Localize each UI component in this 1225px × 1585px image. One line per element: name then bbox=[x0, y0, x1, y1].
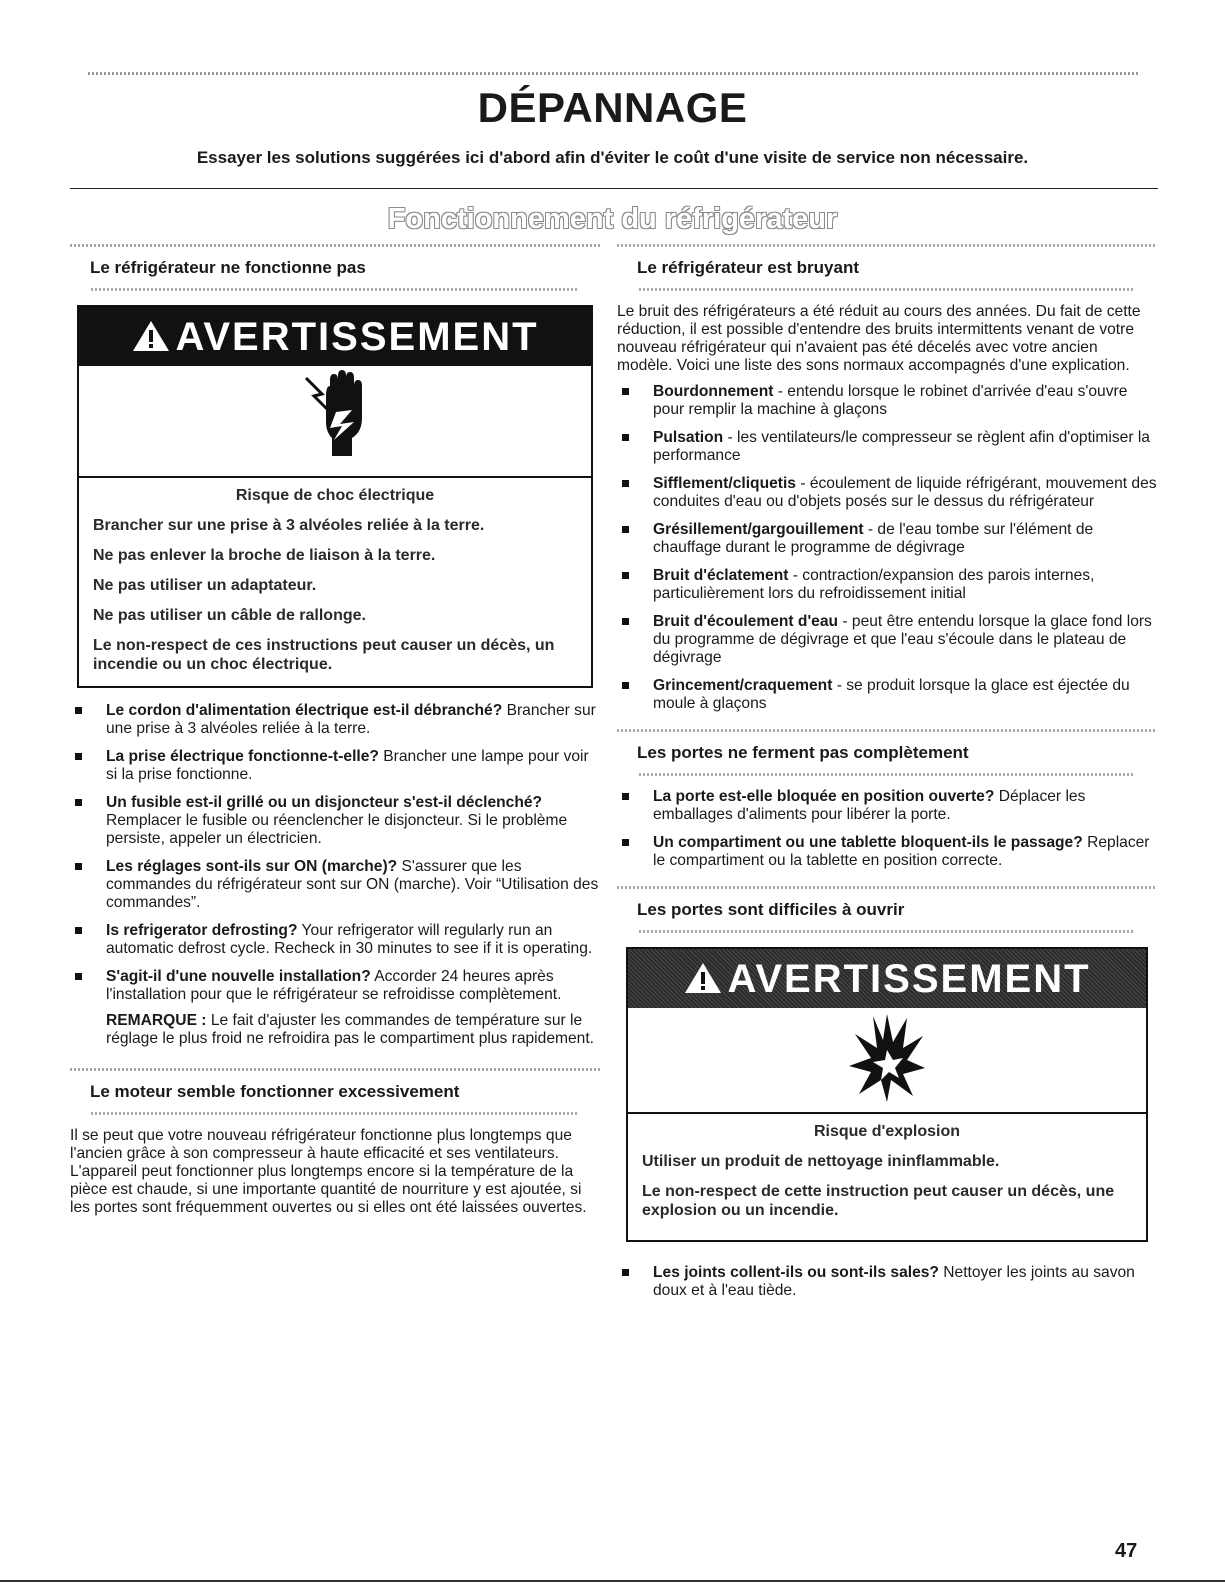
list-item: Sifflement/cliquetis - écoulement de liquide réfrigérant, mouvement des conduites d'eau ou d'objets posés sur le dessus du réfrigérateur bbox=[617, 475, 1157, 511]
list-item: Bourdonnement - entendu lorsque le robinet d'arrivée d'eau s'ouvre pour remplir la machine à glaçons bbox=[617, 383, 1157, 419]
right-column bbox=[617, 244, 1157, 1310]
heading-noisy: Le réfrigérateur est bruyant bbox=[637, 258, 860, 277]
list-item: S'agit-il d'une nouvelle installation? Accorder 24 heures après l'installation pour que le réfrigérateur se refroidisse complètement. bbox=[70, 968, 600, 1004]
warning-line: Ne pas enlever la broche de liaison à la terre. bbox=[93, 547, 436, 564]
page-title: DÉPANNAGE bbox=[477, 84, 748, 131]
list-item: Les réglages sont-ils sur ON (marche)? S'assurer que les commandes du réfrigérateur sont sur ON (marche). Voir “Utilisation des commandes”. bbox=[70, 858, 600, 912]
page-subtitle: Essayer les solutions suggérées ici d'abord afin d'éviter le coût d'une visite de service non nécessaire. bbox=[196, 148, 1029, 167]
warning-triangle-icon bbox=[683, 961, 723, 995]
list-item: La porte est-elle bloquée en position ouverte? Déplacer les emballages d'aliments pour libérer la porte. bbox=[617, 788, 1157, 824]
heading-doors-close: Les portes ne ferment pas complètement bbox=[637, 743, 969, 762]
not-working-list bbox=[70, 702, 600, 1004]
dotted-rule bbox=[617, 886, 1157, 889]
heading-not-working: Le réfrigérateur ne fonctionne pas bbox=[90, 258, 366, 277]
list-item: Le cordon d'alimentation électrique est-il débranché? Brancher sur une prise à 3 alvéoles reliée à la terre. bbox=[70, 702, 600, 738]
list-item: La prise électrique fonctionne-t-elle? Brancher une lampe pour voir si la prise fonctionne. bbox=[70, 748, 600, 784]
warning-line: Ne pas utiliser un câble de rallonge. bbox=[93, 607, 366, 624]
header-rule bbox=[70, 188, 1158, 189]
section-heading: Fonctionnement du réfrigérateur bbox=[387, 203, 838, 235]
bottom-rule bbox=[0, 1580, 1225, 1582]
motor-paragraph: Il se peut que votre nouveau réfrigérateur fonctionne plus longtemps que l'ancien grâce à son compresseur à haute efficacité et ses ventilateurs. L'appareil peut fonctionner plus longtemps encore si la température de la pièce est chaude, si une importante quantité de nourriture y est ajoutée, si les portes sont fréquemment ouvertes ou si elles ont été laissées ouvertes. bbox=[70, 1127, 587, 1216]
warning-triangle-icon bbox=[131, 319, 171, 353]
heading-motor: Le moteur semble fonctionner excessivement bbox=[90, 1082, 460, 1101]
list-item: Bruit d'écoulement d'eau - peut être entendu lorsque la glace fond lors du programme de dégivrage et que l'eau s'écoule dans le plateau de dégivrage bbox=[617, 613, 1157, 667]
explosion-warning-box bbox=[626, 947, 1148, 1242]
shock-icon-area bbox=[79, 366, 591, 478]
warning-title: Risque d'explosion bbox=[813, 1123, 961, 1140]
electric-shock-hand-icon bbox=[300, 366, 370, 466]
heading-doors-open: Les portes sont difficiles à ouvrir bbox=[637, 900, 905, 919]
list-item: Les joints collent-ils ou sont-ils sales? Nettoyer les joints au savon doux et à l'eau tiède. bbox=[617, 1264, 1157, 1300]
warning-line: Brancher sur une prise à 3 alvéoles reliée à la terre. bbox=[93, 517, 485, 534]
warning-line: Ne pas utiliser un adaptateur. bbox=[93, 577, 317, 594]
noisy-intro: Le bruit des réfrigérateurs a été réduit au cours des années. Du fait de cette réduction, il est possible d'entendre des bruits intermittents venant de votre nouveau réfrigérateur qui n'avaient pas été décelés avec votre ancien modèle. Voici une liste des sons normaux accompagnés d'une explication. bbox=[617, 303, 1141, 374]
left-column bbox=[70, 244, 600, 1217]
dotted-rule bbox=[639, 773, 1136, 776]
shock-warning-box bbox=[77, 305, 593, 688]
explosion-warning-body bbox=[628, 1114, 1146, 1240]
list-item: Pulsation - les ventilateurs/le compresseur se règlent afin d'optimiser la performance bbox=[617, 429, 1157, 465]
list-item: Bruit d'éclatement - contraction/expansion des parois internes, particulièrement lors du refroidissement initial bbox=[617, 567, 1157, 603]
top-dotted-rule bbox=[88, 72, 1138, 75]
warning-line: Le non-respect de cette instruction peut causer un décès, une explosion ou un incendie. bbox=[642, 1183, 1115, 1219]
explosion-icon bbox=[847, 1008, 927, 1104]
warning-banner bbox=[79, 307, 591, 366]
list-item: Grincement/craquement - se produit lorsque la glace est éjectée du moule à glaçons bbox=[617, 677, 1157, 713]
dotted-rule bbox=[617, 729, 1157, 732]
warning-banner-text: AVERTISSEMENT bbox=[727, 957, 1091, 1001]
dotted-rule bbox=[639, 930, 1136, 933]
explosion-icon-area bbox=[628, 1008, 1146, 1114]
list-item: Un compartiment ou une tablette bloquent-ils le passage? Replacer le compartiment ou la tablette en position correcte. bbox=[617, 834, 1157, 870]
dotted-rule bbox=[617, 244, 1157, 247]
warning-line: Utiliser un produit de nettoyage ininflammable. bbox=[642, 1153, 1000, 1170]
dotted-rule bbox=[70, 244, 600, 247]
page-number: 47 bbox=[1115, 1540, 1138, 1562]
noisy-list bbox=[617, 383, 1157, 713]
dotted-rule bbox=[91, 288, 579, 291]
dotted-rule bbox=[91, 1112, 579, 1115]
dotted-rule bbox=[70, 1068, 600, 1071]
list-item: Is refrigerator defrosting? Your refrigerator will regularly run an automatic defrost cycle. Recheck in 30 minutes to see if it is operating. bbox=[70, 922, 600, 958]
list-item: Grésillement/gargouillement - de l'eau tombe sur l'élément de chauffage durant le programme de dégivrage bbox=[617, 521, 1157, 557]
shock-warning-body bbox=[79, 478, 591, 686]
warning-title: Risque de choc électrique bbox=[235, 487, 435, 504]
list-item: Un fusible est-il grillé ou un disjoncteur s'est-il déclenché? Remplacer le fusible ou réenclencher le disjoncteur. Si le problème persiste, appeler un électricien. bbox=[70, 794, 600, 848]
doors-open-list bbox=[617, 1264, 1157, 1300]
doors-close-list bbox=[617, 788, 1157, 870]
note: REMARQUE : Le fait d'ajuster les commandes de température sur le réglage le plus froid ne refroidira pas le compartiment plus rapidement. bbox=[106, 1012, 594, 1047]
warning-line: Le non-respect de ces instructions peut causer un décès, un incendie ou un choc électrique. bbox=[93, 637, 555, 673]
dotted-rule bbox=[639, 288, 1136, 291]
warning-banner-text: AVERTISSEMENT bbox=[175, 315, 539, 359]
warning-banner bbox=[628, 949, 1146, 1008]
